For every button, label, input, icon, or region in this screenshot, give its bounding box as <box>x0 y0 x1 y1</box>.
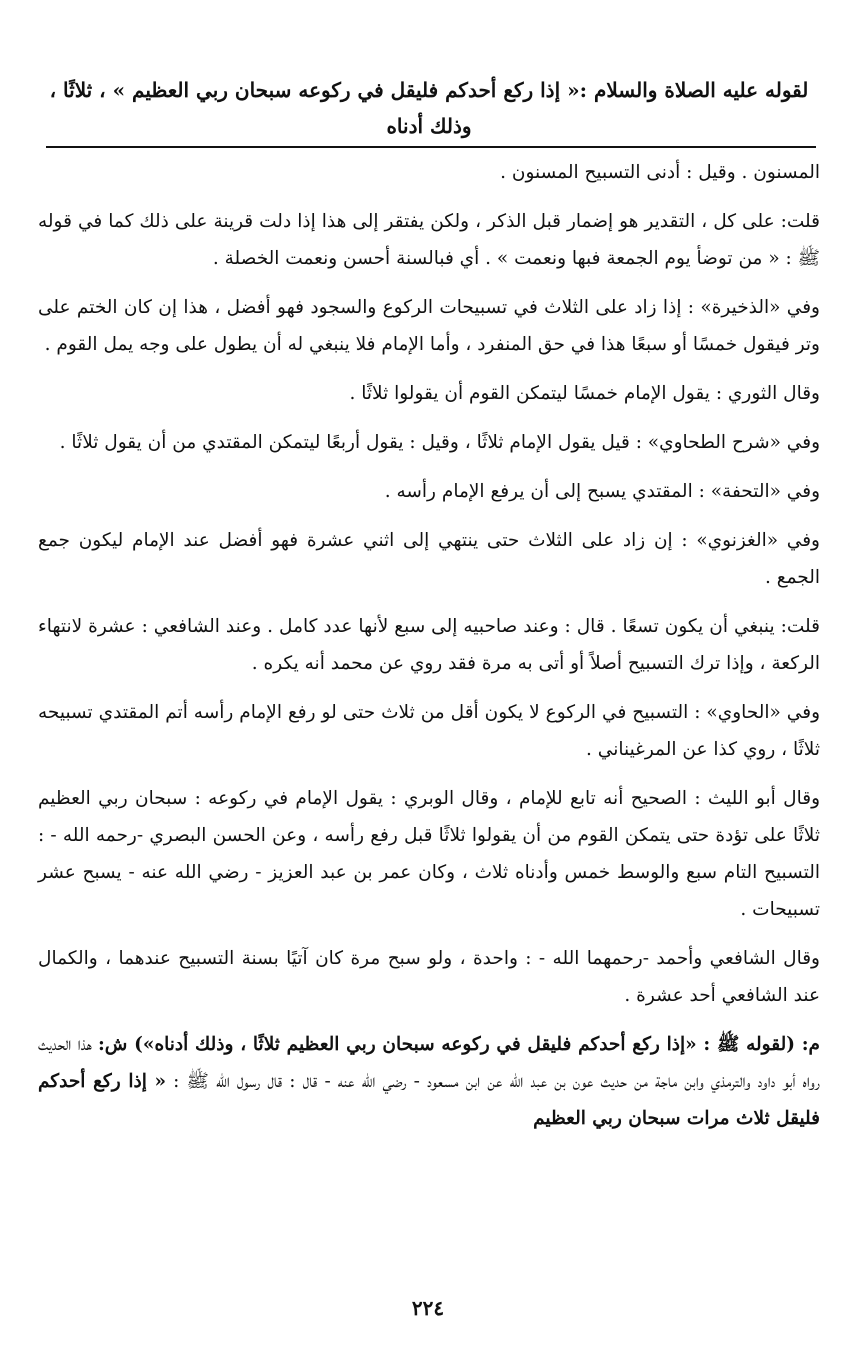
matn-quote: م: (لقوله ﷺ : «إذا ركع أحدكم فليقل في ركوعه سبحان ربي العظيم ثلاثًا ، وذلك أدناه») ش: <box>97 1034 820 1055</box>
paragraph: وقال أبو الليث : الصحيح أنه تابع للإمام ، وقال الوبري : يقول الإمام في ركوعه : سبحان ربي العظيم ثلاثًا على تؤدة حتى يتمكن القوم من أن يقولوا ثلاثًا قبل رفع رأسه ، وعن الحسن البصري -رحمه الله - : التسبيح التام سبع والوسط خمس وأدناه ثلاث ، وكان عمر بن عبد العزيز - رضي الله عنه - يسبح عشر تسبيحات . <box>38 788 820 920</box>
final-paragraph <box>38 1026 820 1137</box>
header-rule <box>46 146 816 148</box>
page-number: ٢٢٤ <box>411 1296 445 1320</box>
paragraph: وفي «الحاوي» : التسبيح في الركوع لا يكون أقل من ثلاث حتى لو رفع الإمام رأسه أتم المقتدي تسبيحه ثلاثًا ، روي كذا عن المرغيناني . <box>38 702 820 760</box>
header-line-1: لقوله عليه الصلاة والسلام :« إذا ركع أحدكم فليقل في ركوعه سبحان ربي العظيم » ، ثلاثًا ، <box>49 78 809 102</box>
paragraph: المسنون . وقيل : أدنى التسبيح المسنون . <box>500 162 820 183</box>
sharh-text: هذا الحديث رواه أبو داود والترمذي وابن ماجة من حديث عون بن عبد الله عن ابن مسعود - رضي الله عنه - قال : قال رسول الله ﷺ : <box>38 1034 820 1092</box>
paragraph: وفي «الذخيرة» : إذا زاد على الثلاث في تسبيحات الركوع والسجود فهو أفضل ، هذا إن كان الختم على وتر فيقول خمسًا أو سبعًا هذا في حق المنفرد ، وأما الإمام فلا ينبغي له أن يطول على وجه يمل القوم . <box>38 297 820 355</box>
paragraph: وفي «شرح الطحاوي» : قيل يقول الإمام ثلاثًا ، وقيل : يقول أربعًا ليتمكن المقتدي من أن يقول ثلاثًا . <box>59 432 820 453</box>
paragraph: وقال الثوري : يقول الإمام خمسًا ليتمكن القوم أن يقولوا ثلاثًا . <box>349 383 820 404</box>
paragraph: قلت: على كل ، التقدير هو إضمار قبل الذكر ، ولكن يفتقر إلى هذا إذا دلت قرينة على ذلك كما في قوله ﷺ : « من توضأ يوم الجمعة فبها ونعمت » . أي فبالسنة أحسن ونعمت الخصلة . <box>38 211 820 269</box>
paragraph: قلت: ينبغي أن يكون تسعًا . قال : وعند صاحبيه إلى سبع لأنها عدد كامل . وعند الشافعي : عشرة لانتهاء الركعة ، وإذا ترك التسبيح أصلاً أو أتى به مرة فقد روي عن محمد أنه يكره . <box>38 616 820 674</box>
paragraph: وقال الشافعي وأحمد -رحمهما الله - : واحدة ، ولو سبح مرة كان آتيًا بسنة التسبيح عندهما ، والكمال عند الشافعي أحد عشرة . <box>38 948 820 1006</box>
paragraph: وفي «الغزنوي» : إن زاد على الثلاث حتى ينتهي إلى اثني عشرة فهو أفضل عند الإمام ليكون جمع الجمع . <box>38 530 820 588</box>
header-line-2: وذلك أدناه <box>386 114 472 138</box>
paragraph: وفي «التحفة» : المقتدي يسبح إلى أن يرفع الإمام رأسه . <box>384 481 820 502</box>
hadith-quote: « إذا ركع أحدكم فليقل ثلاث مرات سبحان ربي العظيم <box>38 1071 820 1129</box>
page-header <box>38 72 820 144</box>
body-text <box>38 154 820 1137</box>
